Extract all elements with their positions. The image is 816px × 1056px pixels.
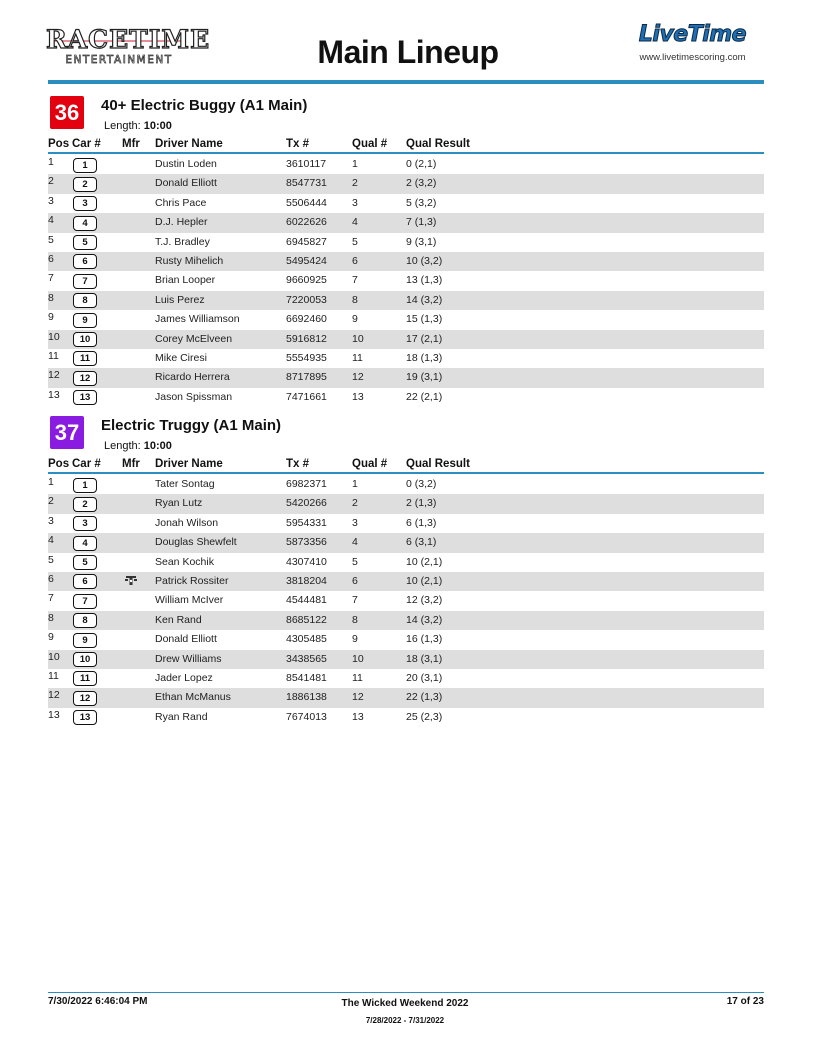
car-number-badge: 5 bbox=[73, 235, 97, 250]
car-number-badge: 10 bbox=[73, 652, 97, 667]
qual-cell: 8 bbox=[352, 293, 358, 306]
column-header-mfr: Mfr bbox=[122, 458, 140, 470]
tx-cell: 5420266 bbox=[286, 497, 327, 510]
qual-cell: 2 bbox=[352, 497, 358, 510]
car-number-badge: 11 bbox=[73, 671, 97, 686]
lineup-table bbox=[48, 475, 764, 727]
tx-cell: 8717895 bbox=[286, 371, 327, 384]
driver-cell: Ryan Lutz bbox=[155, 497, 203, 510]
qual-cell: 1 bbox=[352, 158, 358, 170]
tx-cell: 5954331 bbox=[286, 516, 327, 529]
result-cell: 14 (3,2) bbox=[406, 613, 443, 626]
tx-cell: 6692460 bbox=[286, 313, 327, 326]
qual-cell: 10 bbox=[352, 652, 364, 665]
qual-cell: 3 bbox=[352, 516, 358, 529]
result-cell: 2 (1,3) bbox=[406, 497, 437, 510]
table-row bbox=[48, 533, 764, 552]
footer-event-dates: 7/28/2022 - 7/31/2022 bbox=[365, 1016, 445, 1025]
column-header-car: Car # bbox=[72, 458, 101, 470]
qual-cell: 11 bbox=[352, 351, 363, 364]
driver-cell: Corey McElveen bbox=[155, 332, 233, 345]
livetime-logo bbox=[620, 22, 765, 63]
tx-cell: 6945827 bbox=[286, 235, 327, 248]
qual-cell: 12 bbox=[352, 691, 364, 704]
qual-cell: 10 bbox=[352, 332, 364, 345]
table-row bbox=[48, 349, 764, 368]
result-cell: 25 (2,3) bbox=[406, 710, 443, 723]
column-headers bbox=[48, 138, 764, 152]
tx-cell: 6022626 bbox=[286, 216, 327, 229]
table-row bbox=[48, 630, 764, 649]
qual-cell: 9 bbox=[352, 313, 358, 326]
result-cell: 19 (3,1) bbox=[406, 371, 443, 384]
table-row bbox=[48, 155, 764, 174]
driver-cell: Jader Lopez bbox=[155, 671, 213, 684]
column-header-tx: Tx # bbox=[286, 138, 310, 150]
livetime-brand: LiveTime bbox=[638, 22, 747, 47]
tx-cell: 5506444 bbox=[286, 196, 327, 209]
car-number-badge: 4 bbox=[73, 536, 97, 551]
table-row bbox=[48, 252, 764, 271]
result-cell: 14 (3,2) bbox=[406, 293, 443, 306]
race-length bbox=[104, 120, 172, 132]
column-header-driver: Driver Name bbox=[155, 138, 223, 150]
car-number-badge: 5 bbox=[73, 555, 97, 570]
driver-cell: William McIver bbox=[155, 594, 224, 607]
lineup-table bbox=[48, 155, 764, 407]
qual-cell: 13 bbox=[352, 390, 364, 403]
table-row bbox=[48, 388, 764, 407]
pos-cell: 11 bbox=[48, 669, 59, 682]
result-cell: 7 (1,3) bbox=[406, 216, 437, 229]
driver-cell: Jonah Wilson bbox=[155, 516, 219, 529]
pos-cell: 12 bbox=[48, 689, 60, 702]
result-cell: 15 (1,3) bbox=[406, 313, 443, 326]
table-row bbox=[48, 233, 764, 252]
car-number-badge: 13 bbox=[73, 390, 97, 405]
driver-cell: Dustin Loden bbox=[155, 158, 217, 170]
qual-cell: 6 bbox=[352, 254, 358, 267]
result-cell: 0 (3,2) bbox=[406, 478, 437, 490]
qual-cell: 9 bbox=[352, 633, 358, 646]
column-header-mfr: Mfr bbox=[122, 138, 140, 150]
pos-cell: 12 bbox=[48, 369, 60, 382]
tx-cell: 5554935 bbox=[286, 351, 327, 364]
result-cell: 10 (2,1) bbox=[406, 555, 443, 568]
tx-cell: 8547731 bbox=[286, 177, 327, 190]
qual-cell: 12 bbox=[352, 371, 364, 384]
car-number-badge: 1 bbox=[73, 478, 97, 493]
result-cell: 22 (2,1) bbox=[406, 390, 443, 403]
column-headers bbox=[48, 458, 764, 472]
result-cell: 12 (3,2) bbox=[406, 594, 443, 607]
table-row bbox=[48, 669, 764, 688]
column-header-driver: Driver Name bbox=[155, 458, 223, 470]
tx-cell: 7471661 bbox=[286, 390, 327, 403]
table-row bbox=[48, 291, 764, 310]
driver-cell: D.J. Hepler bbox=[155, 216, 208, 229]
footer-event-name: The Wicked Weekend 2022 bbox=[341, 998, 469, 1009]
car-number-badge: 1 bbox=[73, 158, 97, 173]
column-header-result: Qual Result bbox=[406, 138, 470, 150]
car-number-badge: 2 bbox=[73, 497, 97, 512]
driver-cell: Ken Rand bbox=[155, 613, 202, 626]
driver-cell: Tater Sontag bbox=[155, 478, 215, 490]
car-number-badge: 8 bbox=[73, 293, 97, 308]
table-row bbox=[48, 271, 764, 290]
column-header-pos: Pos bbox=[48, 458, 70, 470]
driver-cell: Donald Elliott bbox=[155, 633, 217, 646]
header-divider bbox=[48, 80, 764, 84]
driver-cell: Mike Ciresi bbox=[155, 351, 207, 364]
car-number-badge: 9 bbox=[73, 313, 97, 328]
table-row bbox=[48, 213, 764, 232]
driver-cell: Jason Spissman bbox=[155, 390, 233, 403]
tx-cell: 5873356 bbox=[286, 536, 327, 549]
tx-cell: 8541481 bbox=[286, 671, 327, 684]
result-cell: 16 (1,3) bbox=[406, 633, 443, 646]
qual-cell: 4 bbox=[352, 216, 358, 229]
driver-cell: Ethan McManus bbox=[155, 691, 231, 704]
pos-cell: 11 bbox=[48, 349, 59, 362]
column-header-qual: Qual # bbox=[352, 458, 388, 470]
race-length bbox=[104, 440, 172, 452]
driver-cell: Douglas Shewfelt bbox=[155, 536, 237, 549]
tx-cell: 9660925 bbox=[286, 274, 327, 287]
qual-cell: 1 bbox=[352, 478, 358, 490]
driver-cell: Rusty Mihelich bbox=[155, 254, 224, 267]
footer-printed-date: 7/30/2022 6:46:04 PM bbox=[48, 996, 148, 1007]
column-header-pos: Pos bbox=[48, 138, 70, 150]
race-length-label: Length: bbox=[104, 120, 141, 132]
qual-cell: 2 bbox=[352, 177, 358, 190]
driver-cell: Luis Perez bbox=[155, 293, 205, 306]
column-header-qual: Qual # bbox=[352, 138, 388, 150]
result-cell: 18 (3,1) bbox=[406, 652, 443, 665]
pos-cell: 2 bbox=[48, 495, 54, 508]
qual-cell: 8 bbox=[352, 613, 358, 626]
pos-cell: 10 bbox=[48, 650, 60, 663]
result-cell: 10 (3,2) bbox=[406, 254, 443, 267]
pos-cell: 1 bbox=[48, 156, 54, 168]
table-row bbox=[48, 494, 764, 513]
car-number-badge: 4 bbox=[73, 216, 97, 231]
race-name: Electric Truggy (A1 Main) bbox=[101, 417, 282, 434]
race-length-label: Length: bbox=[104, 440, 141, 452]
driver-cell: Ryan Rand bbox=[155, 710, 208, 723]
car-number-badge: 10 bbox=[73, 332, 97, 347]
pos-cell: 8 bbox=[48, 291, 54, 304]
tx-cell: 4307410 bbox=[286, 555, 327, 568]
table-row bbox=[48, 330, 764, 349]
result-cell: 13 (1,3) bbox=[406, 274, 443, 287]
tx-cell: 3818204 bbox=[286, 574, 327, 587]
tx-cell: 4305485 bbox=[286, 633, 327, 646]
tx-cell: 7220053 bbox=[286, 293, 327, 306]
table-row bbox=[48, 708, 764, 727]
table-row bbox=[48, 310, 764, 329]
tx-cell: 6982371 bbox=[286, 478, 327, 490]
qual-cell: 11 bbox=[352, 671, 363, 684]
tx-cell: 7674013 bbox=[286, 710, 327, 723]
race-number-badge: 37 bbox=[50, 416, 84, 449]
driver-cell: James Williamson bbox=[155, 313, 240, 326]
result-cell: 9 (3,1) bbox=[406, 235, 437, 248]
footer-divider bbox=[48, 992, 764, 993]
qual-cell: 6 bbox=[352, 574, 358, 587]
car-number-badge: 7 bbox=[73, 274, 97, 289]
driver-cell: T.J. Bradley bbox=[155, 235, 210, 248]
race-name: 40+ Electric Buggy (A1 Main) bbox=[101, 97, 308, 114]
tx-cell: 5495424 bbox=[286, 254, 327, 267]
result-cell: 6 (1,3) bbox=[406, 516, 437, 529]
pos-cell: 5 bbox=[48, 233, 54, 246]
driver-cell: Ricardo Herrera bbox=[155, 371, 230, 384]
pos-cell: 5 bbox=[48, 553, 54, 566]
page-title: Main Lineup bbox=[317, 34, 499, 70]
qual-cell: 7 bbox=[352, 594, 358, 607]
race-number-badge: 36 bbox=[50, 96, 84, 129]
pos-cell: 7 bbox=[48, 272, 54, 285]
result-cell: 17 (2,1) bbox=[406, 332, 443, 345]
logo-left-top: RACETIME bbox=[46, 25, 211, 54]
qual-cell: 13 bbox=[352, 710, 364, 723]
logo-left-bottom: ENTERTAINMENT bbox=[65, 54, 173, 66]
car-number-badge: 11 bbox=[73, 351, 97, 366]
car-number-badge: 6 bbox=[73, 254, 97, 269]
pos-cell: 2 bbox=[48, 175, 54, 188]
result-cell: 0 (2,1) bbox=[406, 158, 437, 170]
result-cell: 20 (3,1) bbox=[406, 671, 443, 684]
column-header-divider bbox=[48, 152, 764, 154]
table-row bbox=[48, 174, 764, 193]
manufacturer-logo-icon bbox=[125, 575, 137, 586]
pos-cell: 10 bbox=[48, 330, 60, 343]
pos-cell: 1 bbox=[48, 476, 54, 488]
qual-cell: 3 bbox=[352, 196, 358, 209]
column-header-car: Car # bbox=[72, 138, 101, 150]
driver-cell: Donald Elliott bbox=[155, 177, 217, 190]
tx-cell: 1886138 bbox=[286, 691, 327, 704]
driver-cell: Sean Kochik bbox=[155, 555, 214, 568]
tx-cell: 4544481 bbox=[286, 594, 327, 607]
pos-cell: 4 bbox=[48, 214, 54, 227]
pos-cell: 3 bbox=[48, 194, 54, 207]
qual-cell: 5 bbox=[352, 235, 358, 248]
pos-cell: 3 bbox=[48, 514, 54, 527]
table-row bbox=[48, 650, 764, 669]
result-cell: 2 (3,2) bbox=[406, 177, 437, 190]
driver-cell: Patrick Rossiter bbox=[155, 574, 229, 587]
pos-cell: 9 bbox=[48, 631, 54, 644]
qual-cell: 7 bbox=[352, 274, 358, 287]
tx-cell: 3610117 bbox=[286, 158, 327, 170]
car-number-badge: 6 bbox=[73, 574, 97, 589]
result-cell: 10 (2,1) bbox=[406, 574, 443, 587]
pos-cell: 6 bbox=[48, 252, 54, 265]
livetime-url: www.livetimescoring.com bbox=[639, 52, 746, 63]
table-row bbox=[48, 572, 764, 591]
result-cell: 5 (3,2) bbox=[406, 196, 437, 209]
car-number-badge: 9 bbox=[73, 633, 97, 648]
qual-cell: 4 bbox=[352, 536, 358, 549]
result-cell: 22 (1,3) bbox=[406, 691, 443, 704]
car-number-badge: 13 bbox=[73, 710, 97, 725]
pos-cell: 13 bbox=[48, 708, 60, 721]
car-number-badge: 7 bbox=[73, 594, 97, 609]
pos-cell: 6 bbox=[48, 572, 54, 585]
table-row bbox=[48, 475, 764, 494]
pos-cell: 9 bbox=[48, 311, 54, 324]
column-header-divider bbox=[48, 472, 764, 474]
race-length-value: 10:00 bbox=[143, 440, 172, 452]
car-number-badge: 8 bbox=[73, 613, 97, 628]
car-number-badge: 12 bbox=[73, 371, 97, 386]
driver-cell: Brian Looper bbox=[155, 274, 216, 287]
result-cell: 18 (1,3) bbox=[406, 351, 443, 364]
table-row bbox=[48, 368, 764, 387]
tx-cell: 8685122 bbox=[286, 613, 327, 626]
table-row bbox=[48, 553, 764, 572]
race-length-value: 10:00 bbox=[143, 120, 172, 132]
result-cell: 6 (3,1) bbox=[406, 536, 437, 549]
table-row bbox=[48, 611, 764, 630]
table-row bbox=[48, 194, 764, 213]
pos-cell: 8 bbox=[48, 611, 54, 624]
car-number-badge: 12 bbox=[73, 691, 97, 706]
qual-cell: 5 bbox=[352, 555, 358, 568]
pos-cell: 7 bbox=[48, 592, 54, 605]
pos-cell: 13 bbox=[48, 388, 60, 401]
car-number-badge: 3 bbox=[73, 196, 97, 211]
table-row bbox=[48, 514, 764, 533]
tx-cell: 3438565 bbox=[286, 652, 327, 665]
column-header-tx: Tx # bbox=[286, 458, 310, 470]
car-number-badge: 3 bbox=[73, 516, 97, 531]
driver-cell: Drew Williams bbox=[155, 652, 222, 665]
column-header-result: Qual Result bbox=[406, 458, 470, 470]
page-header bbox=[0, 0, 816, 90]
footer-page-number: 17 of 23 bbox=[726, 996, 764, 1007]
table-row bbox=[48, 591, 764, 610]
driver-cell: Chris Pace bbox=[155, 196, 207, 209]
tx-cell: 5916812 bbox=[286, 332, 327, 345]
pos-cell: 4 bbox=[48, 534, 54, 547]
car-number-badge: 2 bbox=[73, 177, 97, 192]
table-row bbox=[48, 688, 764, 707]
